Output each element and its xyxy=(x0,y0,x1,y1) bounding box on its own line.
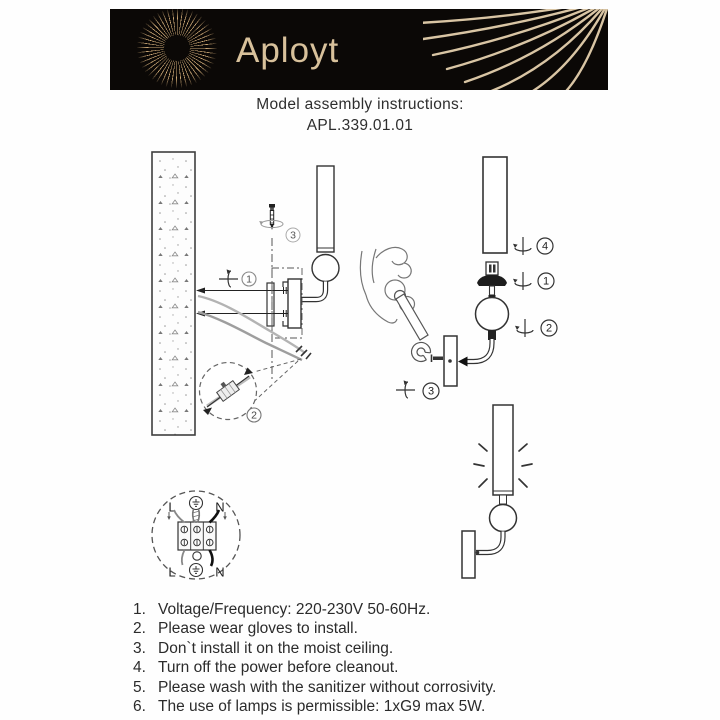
wall-section xyxy=(152,152,195,435)
instruction-item xyxy=(133,658,613,677)
wall-mount-side-view xyxy=(152,152,339,435)
instruction-number: 6. xyxy=(133,698,146,716)
lamp-side-view xyxy=(283,166,339,328)
mounting-plate xyxy=(196,283,288,326)
earth-ground-icon xyxy=(190,564,203,577)
instruction-text: Don`t install it on the moist ceiling. xyxy=(158,639,394,657)
wire-label-neutral-top: N xyxy=(215,499,225,515)
instruction-item xyxy=(133,639,613,658)
earth-ground-icon xyxy=(190,497,203,510)
wire-label-live-bottom: L xyxy=(168,564,176,580)
instruction-text: Please wash with the sanitizer without corrosivity. xyxy=(158,678,497,696)
exploded-parts xyxy=(458,157,557,367)
callout-3-badge xyxy=(286,228,300,242)
callout-3-badge xyxy=(423,383,439,399)
instruction-item xyxy=(133,678,613,697)
instruction-number: 4. xyxy=(133,659,146,677)
lamp-holder xyxy=(477,262,507,300)
callout-4-badge xyxy=(537,238,553,254)
wire-label-neutral-bottom: N xyxy=(215,564,225,580)
brand-name: Aployt xyxy=(236,31,340,70)
instruction-text: Turn off the power before cleanout. xyxy=(158,659,399,677)
instruction-item xyxy=(133,697,613,716)
glass-ball xyxy=(476,298,509,331)
callout-2: 2 xyxy=(251,409,257,422)
wiring-diagram xyxy=(152,491,240,580)
callout-1-badge xyxy=(538,273,554,289)
curved-arm xyxy=(458,330,496,367)
mounting-screw-icon xyxy=(269,204,275,230)
callout-1: 1 xyxy=(542,275,550,288)
instruction-number: 1. xyxy=(133,601,146,618)
screw-rotation-icon xyxy=(513,237,531,255)
assembled-lamp xyxy=(462,405,532,578)
instruction-item xyxy=(133,600,613,619)
callout-1-badge xyxy=(242,272,256,286)
glass-tube-shade xyxy=(483,157,507,253)
page-title: Model assembly instructions: xyxy=(256,96,464,113)
callout-2-badge xyxy=(247,408,261,422)
callout-4: 4 xyxy=(541,240,549,253)
callout-1: 1 xyxy=(246,273,252,286)
wire-connector-detail xyxy=(200,363,262,423)
callout-2-badge xyxy=(541,320,557,336)
fixing-screw-icon xyxy=(432,355,444,363)
instruction-text: The use of lamps is permissible: 1xG9 max 5W. xyxy=(158,698,486,716)
screw-rotation-icon xyxy=(219,269,238,287)
model-number: APL.339.01.01 xyxy=(306,117,414,134)
hand-with-wrench xyxy=(360,247,457,399)
callout-3: 3 xyxy=(290,229,296,242)
screw-rotation-icon xyxy=(513,272,531,290)
lamp-backplate xyxy=(288,279,301,328)
instruction-text: Please wear gloves to install. xyxy=(158,620,358,638)
screw-rotation-icon xyxy=(396,380,415,398)
callout-3: 3 xyxy=(427,385,435,398)
instructions-list xyxy=(133,600,613,716)
callout-2: 2 xyxy=(545,322,553,335)
instruction-number: 3. xyxy=(133,639,146,657)
instruction-text: Voltage/Frequency: 220-230V 50-60Hz. xyxy=(158,601,431,618)
instruction-item xyxy=(133,619,613,638)
screw-rotation-icon xyxy=(515,319,533,337)
instruction-number: 5. xyxy=(133,678,146,696)
wire-label-live-top: L xyxy=(168,499,176,515)
instruction-number: 2. xyxy=(133,620,146,638)
